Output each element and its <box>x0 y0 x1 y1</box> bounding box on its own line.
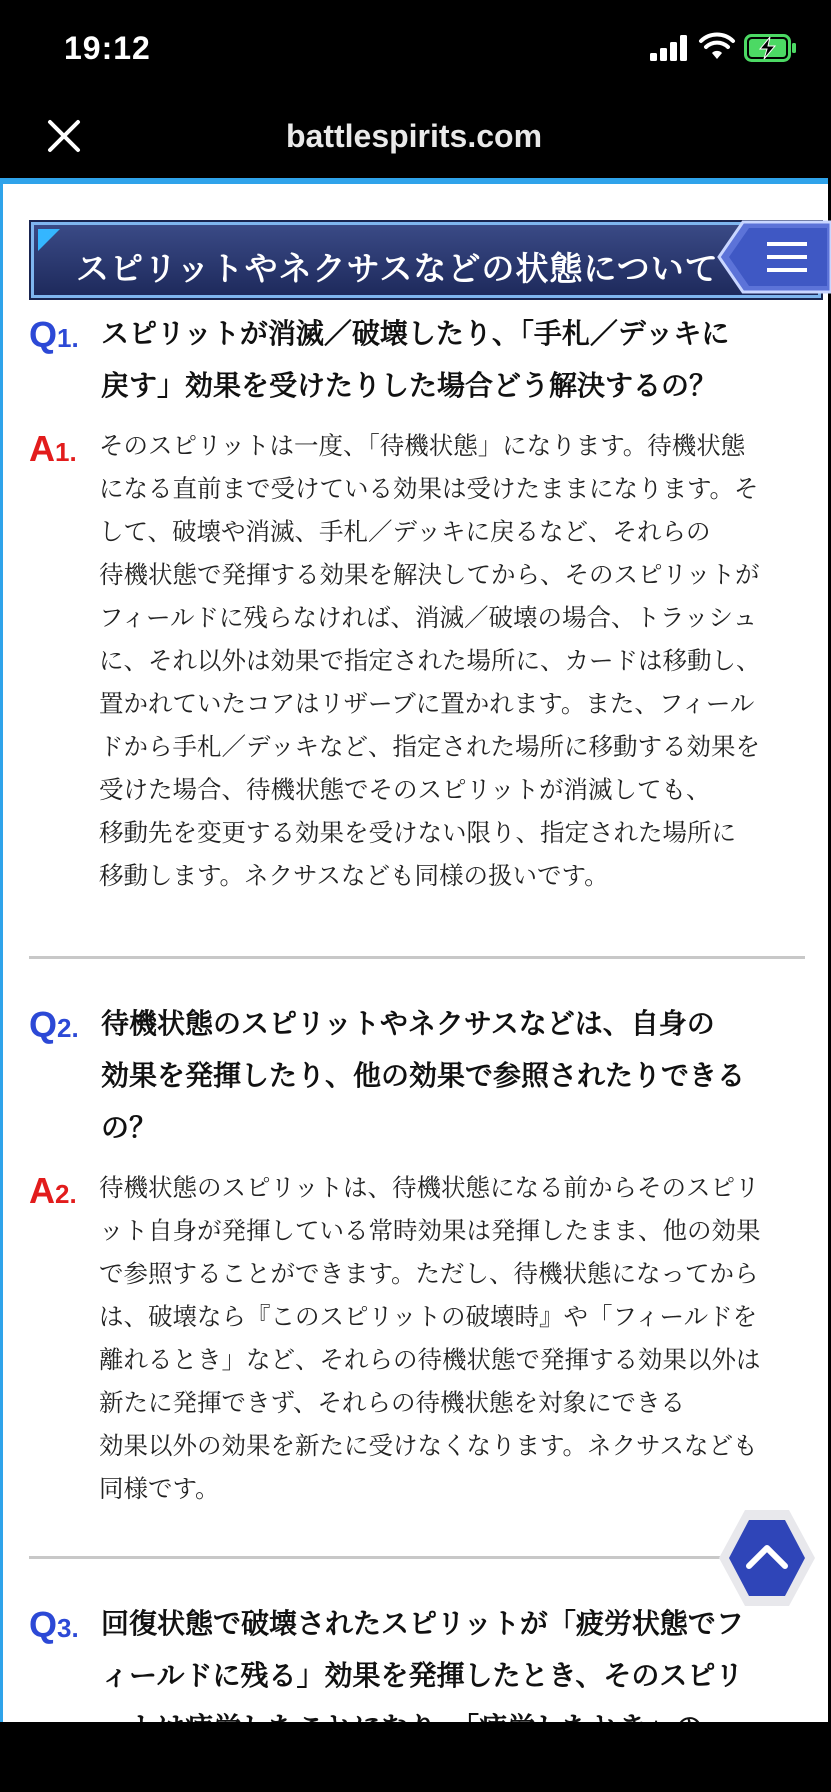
answer-text: 待機状態のスピリットは、待機状態になる前からそのスピリ ット自身が発揮している常時効果は発揮したまま、他の効果 で参照することができます。ただし、待機状態になってから は、破壊なら『このスピリットの破壊時』や「フィールドを 離れるとき」など、それらの待機状態で発揮する効果以外は 新たに発揮できず、それらの待機状態を対象にできる 効果以外の効果を新たに受けなくなります。ネクサスなども 同様です。 <box>99 1173 761 1503</box>
wifi-icon <box>700 35 734 61</box>
page-title-banner <box>31 222 821 298</box>
answer-text: そのスピリットは一度、「待機状態」になります。待機状態 になる直前まで受けている効果は受けたままになります。そ して、破壊や消滅、手札／デッキに戻るなど、それらの 待機状態で発揮する効果を解決してから、そのスピリットが フィールドに残らなければ、消滅／破壊の場合、トラッシュ に、それ以外は効果で指定された場所に、カードは移動し、 置かれていたコアはリザーブに置かれます。また、フィール ドから手札／デッキなど、指定された場所に移動する効果を 受けた場合、待機状態でそのスピリットが消滅しても、 移動先を変更する効果を受けない限り、指定された場所に 移動します。ネクサスなども同様の扱いです。 <box>99 431 761 890</box>
question-label: Q1. <box>29 314 79 355</box>
home-indicator-area <box>0 1722 828 1792</box>
question-text: 待機状態のスピリットやネクサスなどは、自身の 効果を発揮したり、他の効果で参照されたりできる の？ <box>101 1007 746 1144</box>
browser-toolbar <box>0 96 828 178</box>
signal-icon <box>650 35 690 61</box>
answer-label: A1. <box>29 428 77 469</box>
battery-charging-icon <box>744 34 798 62</box>
title-corner-decoration <box>38 229 60 251</box>
answer-label: A2. <box>29 1170 77 1211</box>
question-label: Q3. <box>29 1604 79 1645</box>
question-text: スピリットが消滅／破壊したり、「手札／デッキに 戻す」効果を受けたりした場合どう解決するの？ <box>101 317 730 402</box>
status-icons <box>650 34 798 62</box>
url-label[interactable]: battlespirits.com <box>285 118 543 154</box>
scroll-to-top-button[interactable] <box>715 1506 819 1610</box>
qa-item-2 <box>29 1004 809 1524</box>
web-page <box>0 178 828 1722</box>
divider <box>29 1556 805 1559</box>
menu-icon[interactable] <box>715 220 831 294</box>
question-label: Q2. <box>29 1004 79 1045</box>
qa-item-1 <box>29 314 809 890</box>
status-bar <box>0 0 828 96</box>
status-time: 19:12 <box>64 30 151 66</box>
divider <box>29 956 805 959</box>
question-text: 回復状態で破壊されたスピリットが「疲労状態でフ ィールドに残る」効果を発揮したとき、そのスピリ <box>101 1607 744 1692</box>
page-title: スピリットやネクサスなどの状態について <box>76 249 719 288</box>
